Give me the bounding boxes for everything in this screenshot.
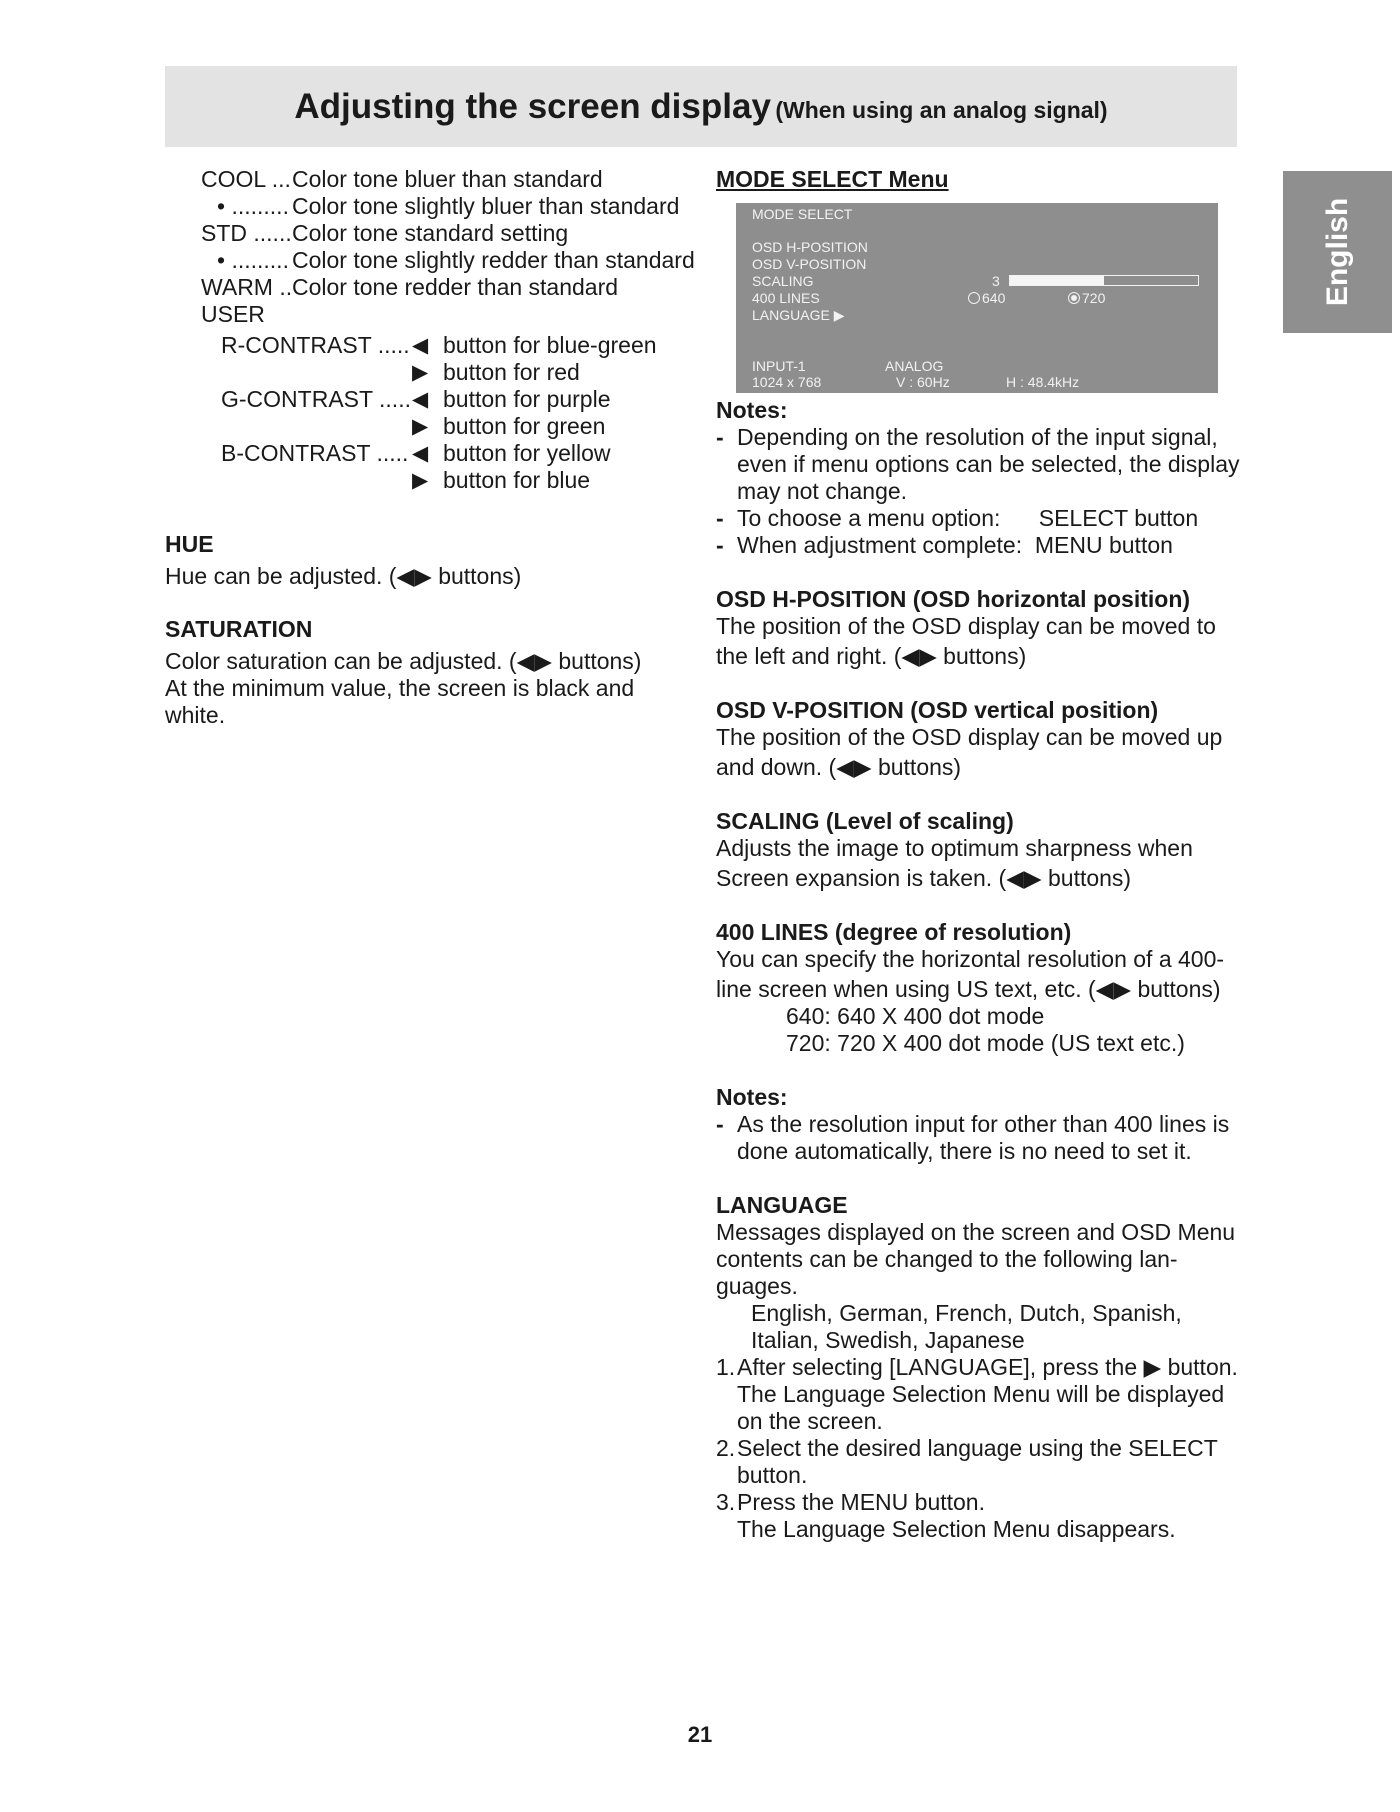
language-step: 2. Select the desired language using the SELECT button. [716, 1435, 1218, 1488]
left-arrow-icon: ◀ [412, 334, 429, 357]
color-mode-list [165, 166, 695, 328]
saturation-text: white. [165, 702, 226, 728]
scaling-text: Screen expansion is taken. (◀▶ buttons) [716, 865, 1132, 891]
language-side-tab [1283, 171, 1392, 333]
note-item: - To choose a menu option: SELECT button [716, 505, 1199, 531]
hue-text: Hue can be adjusted. (◀▶ buttons) [165, 563, 522, 589]
osd-hfreq: H : 48.4kHz [1006, 374, 1080, 390]
note-item: - When adjustment complete: MENU button [716, 532, 1173, 558]
page-subtitle: (When using an analog signal) [775, 97, 1108, 123]
scaling-heading: SCALING (Level of scaling) [716, 808, 1014, 834]
osd-h-position-heading: OSD H-POSITION (OSD horizontal position) [716, 586, 1191, 612]
400-lines-text: You can specify the horizontal resolution of a 400- [716, 946, 1225, 972]
osd-vfreq: V : 60Hz [896, 374, 950, 390]
color-mode-row: WARM .. Color tone redder than standard [201, 274, 619, 300]
osd-item: LANGUAGE ▶ [752, 307, 845, 323]
400-lines-text: line screen when using US text, etc. (◀▶ buttons) [716, 976, 1221, 1002]
contrast-row: G-CONTRAST ..... ◀ button for purple [221, 386, 611, 412]
osd-scaling-bar-fill [1010, 276, 1104, 285]
osd-h-position-text: The position of the OSD display can be moved to [716, 613, 1216, 639]
color-mode-row: • ......... Color tone slightly redder than standard [217, 247, 695, 273]
right-arrow-icon: ▶ [412, 361, 429, 384]
radio-on-icon [1068, 292, 1080, 304]
osd-item: SCALING [752, 273, 814, 289]
saturation-text: Color saturation can be adjusted. (◀▶ buttons) [165, 648, 642, 674]
language-list: English, German, French, Dutch, Spanish, [751, 1300, 1182, 1326]
saturation-heading: SATURATION [165, 616, 313, 642]
contrast-row: R-CONTRAST ..... ◀ button for blue-green [221, 332, 657, 358]
page-number: 21 [687, 1722, 713, 1747]
osd-v-position-heading: OSD V-POSITION (OSD vertical position) [716, 697, 1159, 723]
mode-select-heading: MODE SELECT Menu [716, 166, 949, 192]
side-tab-label: English [1320, 197, 1354, 307]
contrast-row: ▶ button for blue [412, 467, 591, 493]
osd-scaling-bar [1009, 275, 1199, 286]
osd-item: 400 LINES [752, 290, 820, 306]
language-text: Messages displayed on the screen and OSD Menu [716, 1219, 1236, 1245]
osd-v-position-text: The position of the OSD display can be moved up [716, 724, 1223, 750]
contrast-row: B-CONTRAST ..... ◀ button for yellow [221, 440, 611, 466]
osd-option-640: 640 [968, 290, 1005, 307]
language-step: 3. Press the MENU button. The Language Selection Menu disappears. [716, 1489, 1176, 1542]
notes-heading: Notes: [716, 1084, 788, 1110]
contrast-row: ▶ button for red [412, 359, 580, 385]
osd-h-position-text: the left and right. (◀▶ buttons) [716, 643, 1027, 669]
notes-heading: Notes: [716, 397, 788, 423]
color-mode-row: • ......... Color tone slightly bluer than standard [217, 193, 680, 219]
contrast-list [165, 332, 685, 494]
400-lines-heading: 400 LINES (degree of resolution) [716, 919, 1072, 945]
language-text: guages. [716, 1273, 798, 1299]
right-column [716, 166, 1241, 1543]
osd-item: OSD H-POSITION [752, 239, 868, 255]
scaling-text: Adjusts the image to optimum sharpness when [716, 835, 1193, 861]
language-step: 1. After selecting [LANGUAGE], press the ▶ button. The Language Selection Menu will be displayed on the screen. [716, 1354, 1238, 1434]
color-mode-row: USER [201, 301, 265, 327]
radio-off-icon [968, 292, 980, 304]
osd-input: INPUT-1 [752, 358, 806, 374]
right-arrow-icon: ▶ [412, 415, 429, 438]
note-item: - Depending on the resolution of the input signal, even if menu options can be selected, the display may not change. [716, 424, 1240, 504]
osd-v-position-text: and down. (◀▶ buttons) [716, 754, 962, 780]
page-title-bar [165, 66, 1237, 147]
400-lines-option: 720: 720 X 400 dot mode (US text etc.) [786, 1030, 1185, 1056]
color-mode-row: STD ...... Color tone standard setting [201, 220, 569, 246]
hue-heading: HUE [165, 531, 214, 557]
osd-title: MODE SELECT [752, 206, 853, 222]
left-arrow-icon: ◀ [412, 388, 429, 411]
page-title: Adjusting the screen display [294, 87, 771, 126]
language-list: Italian, Swedish, Japanese [751, 1327, 1025, 1353]
osd-signal: ANALOG [885, 358, 944, 374]
color-mode-row: COOL ... Color tone bluer than standard [201, 166, 603, 192]
right-arrow-icon: ▶ [412, 469, 429, 492]
left-column [165, 166, 695, 729]
osd-scaling-value: 3 [992, 273, 1000, 289]
language-text: contents can be changed to the following lan- [716, 1246, 1178, 1272]
language-heading: LANGUAGE [716, 1192, 848, 1218]
mode-select-osd-screenshot [736, 203, 1218, 393]
left-arrow-icon: ◀ [412, 442, 429, 465]
note-item: - As the resolution input for other than 400 lines is done automatically, there is no need to set it. [716, 1111, 1230, 1164]
400-lines-option: 640: 640 X 400 dot mode [786, 1003, 1045, 1029]
osd-item: OSD V-POSITION [752, 256, 867, 272]
saturation-text: At the minimum value, the screen is black and [165, 675, 635, 701]
osd-option-720: 720 [1068, 290, 1105, 307]
contrast-row: ▶ button for green [412, 413, 606, 439]
osd-resolution: 1024 x 768 [752, 374, 822, 390]
